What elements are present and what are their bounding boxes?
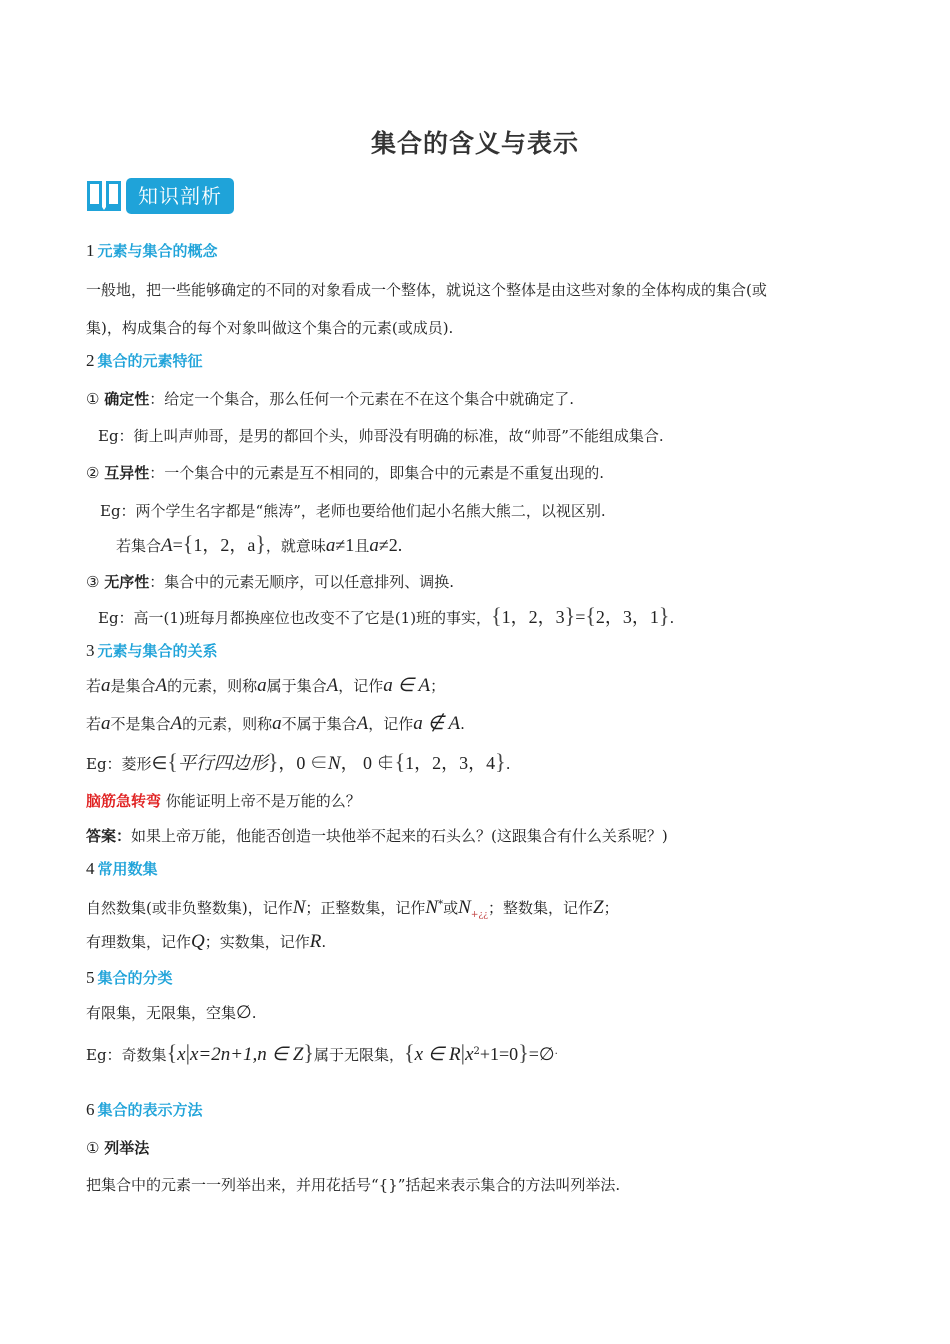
term: 列举法 <box>104 1139 150 1157</box>
term: 无序性 <box>104 573 150 591</box>
text: 且 <box>354 537 370 555</box>
math-var: Z <box>593 897 604 918</box>
text: . <box>505 755 511 773</box>
section-number: 5 <box>86 968 95 987</box>
section-heading-2 <box>86 350 203 371</box>
section-heading-1 <box>86 240 218 261</box>
math-op: ∈ <box>151 753 168 773</box>
paragraph: 集)，构成集合的每个对象叫做这个集合的元素(或成员). <box>86 319 454 337</box>
section-heading-5 <box>86 967 173 988</box>
section-number: 2 <box>86 351 95 370</box>
text: 属于无限集， <box>313 1046 404 1064</box>
paragraph <box>86 674 445 697</box>
text: 自然数集(或非负整数集)，记作 <box>86 899 293 917</box>
text: . <box>321 933 327 951</box>
set-elements: 1，2，3，4 <box>405 753 496 773</box>
text: 的元素，则称 <box>182 715 273 733</box>
math-var: A <box>170 713 183 734</box>
text: 是集合 <box>110 677 156 695</box>
superscript: * <box>438 899 444 910</box>
list-item <box>86 388 574 409</box>
text: ；整数集，记作 <box>488 899 594 917</box>
text: 的元素，则称 <box>167 677 258 695</box>
example-formula: 若集合A={1，2，a}，就意味a≠1且a≠2. <box>116 531 403 556</box>
text: 若 <box>86 715 102 733</box>
math-var: a <box>101 675 111 696</box>
math-expr: a ∉ A <box>413 713 461 734</box>
item-marker: ① <box>86 1139 100 1157</box>
paragraph <box>86 712 465 735</box>
math-expr: x ∈ R <box>414 1044 461 1065</box>
example: Eg：高一(1)班每月都换座位也改变不了它是(1)班的事实，{1，2，3}={2，3，1}. <box>98 603 675 628</box>
section-banner <box>86 178 234 214</box>
math-var: A <box>161 535 173 556</box>
text: Eg：高一(1)班每月都换座位也改变不了它是(1)班的事实， <box>98 609 492 627</box>
math-var: x <box>465 1044 474 1065</box>
open-book-icon <box>86 179 122 213</box>
section-heading-text: 集合的表示方法 <box>97 1101 203 1119</box>
math-var: R <box>309 931 322 952</box>
math-var: x <box>177 1044 186 1065</box>
page-title: 集合的含义与表示 <box>370 129 579 158</box>
text: Eg：奇数集 <box>86 1046 167 1064</box>
math-expr: =∅ <box>528 1044 555 1064</box>
text: 若 <box>86 677 102 695</box>
section-number: 4 <box>86 859 95 878</box>
math-expr: ≠1 <box>335 535 355 555</box>
item-text: ：一个集合中的元素是互不相同的，即集合中的元素是不重复出现的. <box>149 464 605 482</box>
math-var: N <box>292 897 306 918</box>
math-symbol: ∅ <box>236 1002 252 1022</box>
math-var: N <box>458 897 471 918</box>
section-number: 6 <box>86 1100 95 1119</box>
math-var: a <box>257 675 267 696</box>
text: ； <box>603 899 619 917</box>
text: . <box>251 1004 257 1022</box>
subscript: +¿¿ <box>470 910 489 920</box>
example: Eg：两个学生名字都是“熊涛”，老师也要给他们起小名熊大熊二，以视区别. <box>100 502 606 520</box>
text: ，记作 <box>368 715 414 733</box>
math-op: = <box>575 607 586 627</box>
item-marker: ② <box>86 464 100 482</box>
answer <box>86 825 668 846</box>
text: 若集合 <box>116 537 162 555</box>
section-number: 1 <box>86 241 95 260</box>
math-var: a <box>369 535 379 556</box>
set-elements: 1，2，a <box>193 535 256 555</box>
paragraph: 把集合中的元素一一列举出来，并用花括号“{}”括起来表示集合的方法叫列举法. <box>86 1176 621 1194</box>
section-heading-6 <box>86 1099 203 1120</box>
set-elements: 2，3，1 <box>595 607 659 627</box>
paragraph: 一般地，把一些能够确定的不同的对象看成一个整体，就说这个整体是由这些对象的全体构成的集合(或 <box>86 281 767 299</box>
set-elements: 1，2，3 <box>501 607 565 627</box>
section-heading-text: 元素与集合的概念 <box>97 242 218 260</box>
math-expr: +1=0 <box>479 1044 519 1064</box>
riddle-text: 你能证明上帝不是万能的么？ <box>165 792 361 810</box>
math-var: N <box>327 753 341 774</box>
math-var: a <box>325 535 336 556</box>
section-heading-4 <box>86 858 158 879</box>
math-expr: ，0 ∈ <box>278 753 328 773</box>
text: 有理数集，记作 <box>86 933 192 951</box>
section-heading-text: 元素与集合的关系 <box>97 642 218 660</box>
text: . <box>669 609 675 627</box>
text: 有限集，无限集，空集 <box>86 1004 237 1022</box>
text: ；正整数集，记作 <box>305 899 426 917</box>
set-elements: 平行四边形 <box>177 753 268 773</box>
math-var: Q <box>191 931 205 952</box>
text: ；实数集，记作 <box>204 933 310 951</box>
item-marker: ③ <box>86 573 100 591</box>
list-item <box>86 571 454 592</box>
example: Eg：奇数集{x|x=2n+1,n ∈ Z}属于无限集，{x ∈ $R|x^2+1=0\}=\emptyset^.$ <box>86 1040 558 1065</box>
item-text: ：给定一个集合，那么任何一个元素在不在这个集合中就确定了. <box>149 390 575 408</box>
text: ，就意味 <box>265 537 326 555</box>
math-op: = <box>172 535 183 555</box>
section-heading-text: 常用数集 <box>97 860 158 878</box>
banner-label: 知识剖析 <box>126 178 234 214</box>
paragraph <box>86 897 619 920</box>
text: Eg：菱形 <box>86 755 152 773</box>
riddle-label: 脑筋急转弯 <box>86 792 162 810</box>
superscript: 2 <box>473 1046 480 1057</box>
math-var: a <box>101 713 111 734</box>
math-expr: ≠2. <box>378 535 403 555</box>
text: . <box>554 1046 558 1057</box>
text: 属于集合 <box>266 677 327 695</box>
math-expr: x=2n+1,n ∈ Z <box>189 1044 304 1065</box>
math-expr: ， 0 ∉ <box>340 753 395 773</box>
subheading <box>86 1137 149 1158</box>
item-marker: ① <box>86 390 100 408</box>
section-heading-text: 集合的分类 <box>97 969 173 987</box>
section-heading-text: 集合的元素特征 <box>97 352 203 370</box>
math-var: A <box>155 675 168 696</box>
example: Eg：街上叫声帅哥，是男的都回个头，帅哥没有明确的标准，故“帅哥”不能组成集合. <box>98 427 664 445</box>
math-var: A <box>326 675 339 696</box>
section-number: 3 <box>86 641 95 660</box>
riddle <box>86 790 361 811</box>
section-heading-3 <box>86 640 218 661</box>
math-var: N <box>425 897 439 918</box>
text: 不属于集合 <box>281 715 357 733</box>
paragraph <box>86 1002 256 1023</box>
math-expr: a ∈ A <box>383 675 431 696</box>
math-var: a <box>272 713 282 734</box>
text: ，记作 <box>338 677 384 695</box>
answer-text: 如果上帝万能，他能否创造一块他举不起来的石头么？(这跟集合有什么关系呢？) <box>131 827 668 845</box>
answer-label: 答案： <box>86 827 132 845</box>
example: Eg：菱形∈{平行四边形}，0 ∈N， 0 ∉{1，2，3，4}. <box>86 749 511 774</box>
list-item <box>86 462 604 483</box>
math-var: A <box>356 713 369 734</box>
term: 确定性 <box>104 390 150 408</box>
term: 互异性 <box>104 464 150 482</box>
text: 不是集合 <box>110 715 171 733</box>
text: . <box>460 715 465 733</box>
paragraph <box>86 931 326 953</box>
text: 或 <box>443 899 459 917</box>
text: ； <box>430 677 446 695</box>
item-text: ：集合中的元素无顺序，可以任意排列、调换. <box>149 573 455 591</box>
